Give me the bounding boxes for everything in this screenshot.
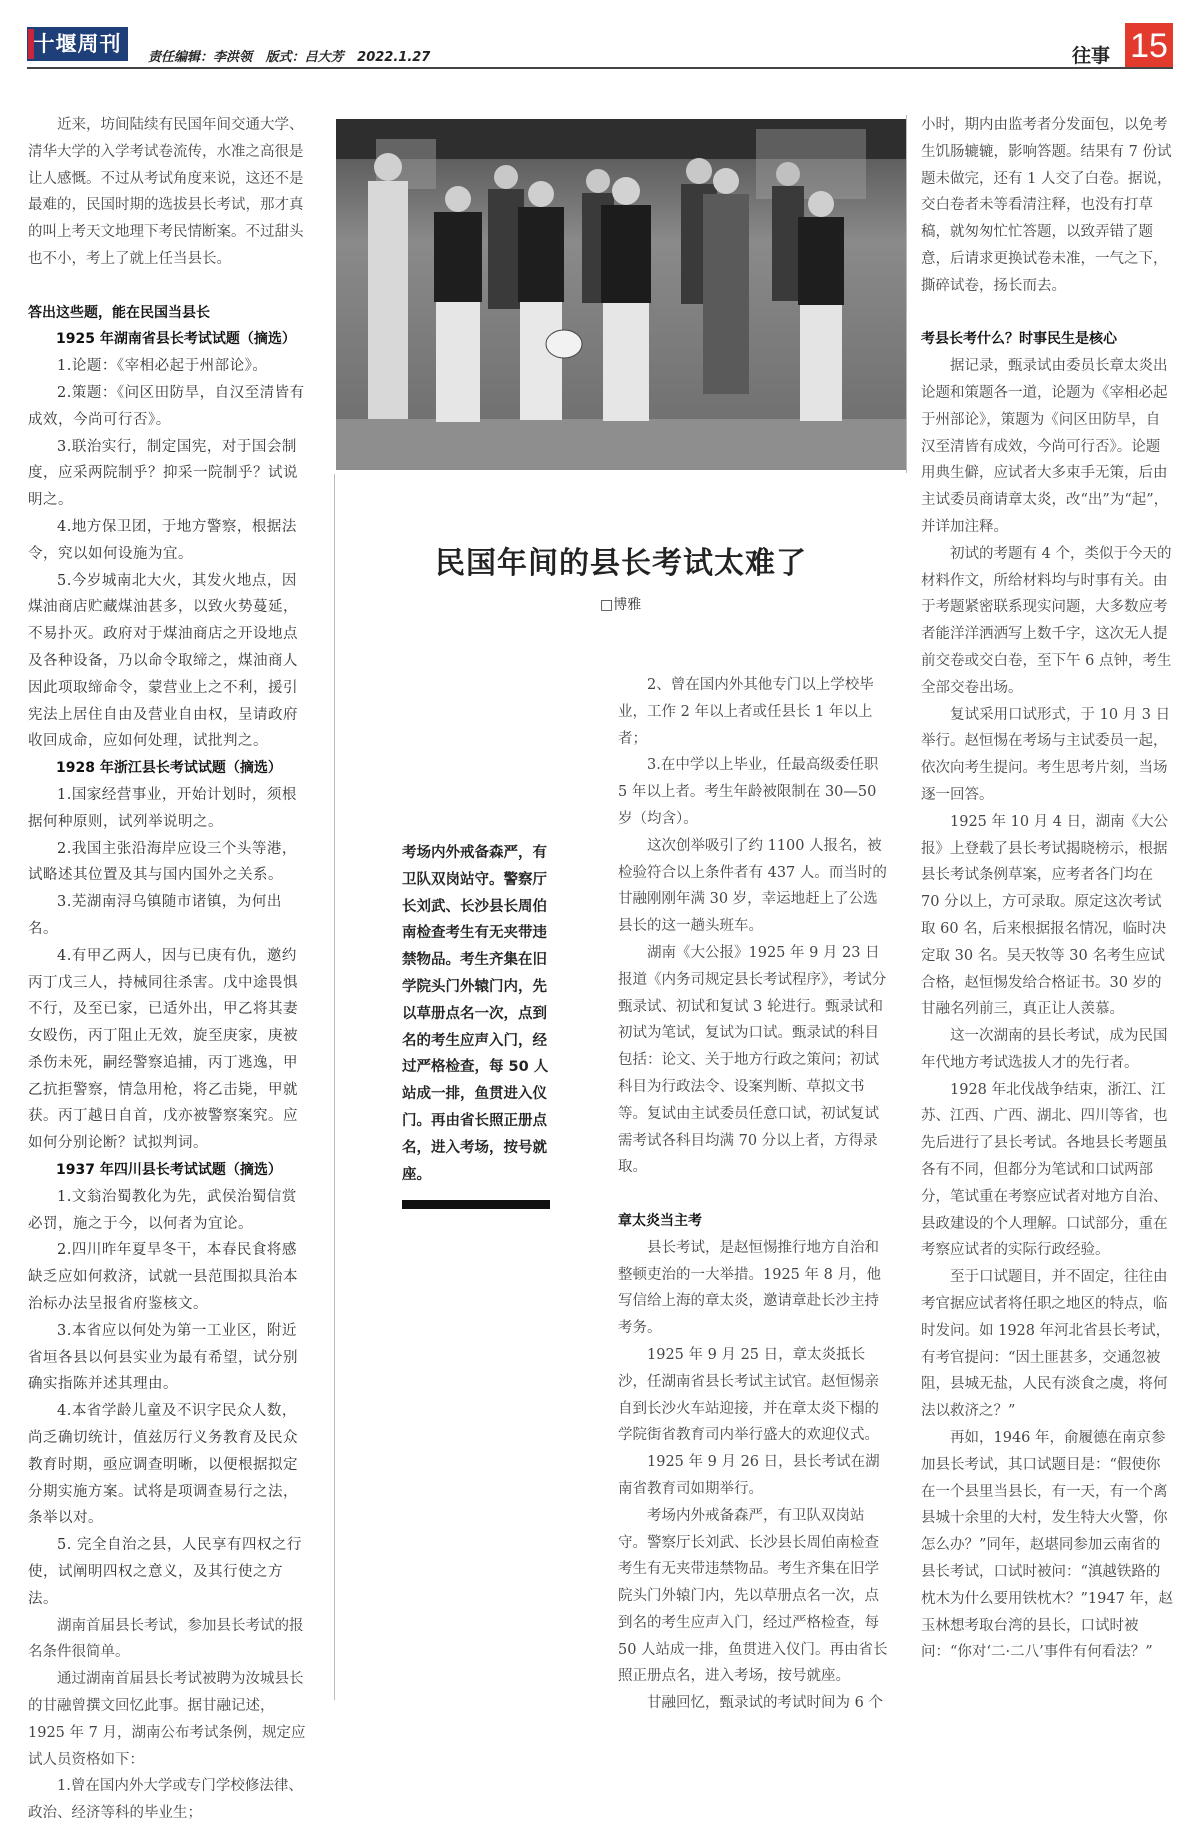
section-heading: 答出这些题，能在民国当县长 [28, 304, 210, 321]
exam-subheading: 1937 年四川县长考试试题（摘选） [56, 1162, 282, 1179]
body-paragraph: 至于口试题目，并不固定，往往由考官据应试者将任职之地区的特点，临时发问。如 1928 年河北省县长考试，有考官提问：“因土匪甚多，交通忽被阻，县城无盐，人民有淡食之虞，将何法以救济之？” [921, 1269, 1171, 1420]
body-paragraph: 考场内外戒备森严，有卫队双岗站守。警察厅长刘武、长沙县长周伯南检查考生有无夹带违禁物品。考生齐集在旧学院头门外辕门内，先以草册点名一次，点到名的考生应声入门，经过严格检查，每 50 人站成一排，鱼贯进入仪门。再由省长照正册点名，进入考场，按号就座。 [618, 1507, 888, 1685]
masthead-accent-bar [28, 29, 34, 59]
exam-question: 4.本省学龄儿童及不识字民众人数，尚乏确切统计，值兹厉行义务教育及民众教育时期，亟应调查明晰，以便根据拟定分期实施方案。试将是项调查易行之法，条举以对。 [28, 1403, 298, 1527]
exam-question: 5. 完全自治之县，人民享有四权之行使，试阐明四权之意义，及其行使之方法。 [28, 1537, 302, 1607]
body-paragraph: 这次创举吸引了约 1100 人报名，被检验符合以上条件者有 437 人。而当时的甘融刚刚年满 30 岁，幸运地赶上了公选县长的这一趟头班车。 [618, 837, 887, 935]
body-paragraph: 甘融回忆，甄录试的考试时间为 6 个 [647, 1695, 883, 1712]
intro-paragraph: 近来，坊间陆续有民国年间交通大学、清华大学的入学考试卷流传，水准之高很是让人感慨。不过从考试角度来说，这还不是最难的，民国时期的选拔县长考试，那才真的叫上考天文地理下考民情断案。不过甜头也不小，考上了就上任当县长。 [28, 117, 304, 267]
section-heading: 考县长考什么？时事民生是核心 [921, 331, 1117, 348]
exam-question: 1.国家经营事业，开始计划时，须根据何种原则，试列举说明之。 [28, 786, 297, 830]
exam-question: 3.本省应以何处为第一工业区，附近省垣各县以何县实业为最有希望，试分别确实指陈并述其理由。 [28, 1322, 298, 1393]
body-paragraph: 2、曾在国内外其他专门以上学校毕业，工作 2 年以上者或任县长 1 年以上者； [618, 677, 874, 747]
body-paragraph: 县长考试，是赵恒惕推行地方自治和整顿吏治的一大举措。1925 年 8 月，他写信给上海的章太炎，邀请章赴长沙主持考务。 [618, 1239, 881, 1337]
exam-question: 2.我国主张沿海岸应设三个头等港，试略述其位置及其与国内国外之关系。 [28, 840, 297, 884]
exam-subheading: 1928 年浙江县长考试试题（摘选） [56, 760, 282, 777]
body-paragraph: 这一次湖南的县长考试，成为民国年代地方考试选拔人才的先行者。 [921, 1028, 1168, 1071]
photo-column-divider [906, 115, 907, 473]
column-4 [921, 112, 1173, 1666]
body-paragraph: 通过湖南首届县长考试被聘为汝城县长的甘融曾撰文回忆此事。据甘融记述，1925 年 7 月，湖南公布考试条例，规定应试人员资格如下： [28, 1671, 306, 1768]
exam-question: 2.策题：《问区田防旱，自汉至清皆有成效，今尚可行否》。 [28, 384, 305, 428]
exam-question: 5.今岁城南北大火，其发火地点，因煤油商店贮藏煤油甚多，以致火势蔓延，不易扑灭。政府对于煤油商店之开设地点及各种设备，乃以命令取缔之，煤油商人因此项取缔命令，蒙营业上之不利，援引宪法上居住自由及营业自由权，呈请政府收回成命，应如何处理，试批判之。 [28, 572, 298, 750]
body-paragraph: 复试采用口试形式，于 10 月 3 日举行。赵恒惕在考场与主试委员一起，依次向考生提问。考生思考片刻，当场逐一回答。 [921, 706, 1171, 803]
editor-credits: 责任编辑：李洪领 版式：吕大芳 2022.1.27 [148, 50, 431, 65]
section-heading: 章太炎当主考 [618, 1212, 702, 1229]
header-rule [27, 67, 1173, 69]
exam-question: 1.论题：《宰相必起于州部论》。 [57, 358, 268, 375]
column-3 [618, 672, 888, 1717]
body-paragraph: 湖南《大公报》1925 年 9 月 23 日报道《内务司规定县长考试程序》，考试分甄录试、初试和复试 3 轮进行。甄录试和初试为笔试，复试为口试。甄录试的科目包括：论文、关于地方行政之策问；初试科目为行政法令、设案判断、草拟文书等。复试由主试委员任意口试，初试复试需考试各科目均满 70 分以上者，方得录取。 [618, 944, 887, 1176]
pull-quote-bar [402, 1200, 550, 1209]
body-paragraph: 再如，1946 年，俞履德在南京参加县长考试，其口试题目是：“假使你在一个县里当县长，有一天，有一个离县城十余里的大村，发生特大火警，你怎么办？”同年，赵堪同参加云南省的县长考试，口试时被问：“滇越铁路的枕木为什么要用铁枕木？”1947 年，赵玉林想考取台湾的县长，口试时被问：“你对‘二·二八’事件有何看法？” [921, 1430, 1173, 1661]
column-divider [334, 474, 335, 1700]
historical-group-photo [336, 119, 906, 470]
article-title: 民国年间的县长考试太难了 [435, 546, 807, 581]
column-1 [28, 112, 310, 1827]
exam-question: 4.有甲乙两人，因与已庚有仇，邀约丙丁戊三人，持械同往杀害。戊中途畏惧不行，及至已家，已适外出，甲乙将其妻女殴伤，丙丁阻止无效，旋至庚家，庚被杀伤未死，嗣经警察追捕，丙丁逃逸，甲乙抗拒警察，情急用枪，将乙击毙，甲就获。丙丁越日自首，戊亦被警察案究。应如何分别论断？试拟判词。 [28, 947, 298, 1152]
body-paragraph: 据记录，甄录试由委员长章太炎出论题和策题各一道，论题为《宰相必起于州部论》，策题为《问区田防旱，自汉至清皆有成效，今尚可行否》。论题用典生僻，应试者大多束手无策，后由主试委员商请章太炎，改“出”为“起”，并详加注释。 [921, 358, 1169, 535]
body-paragraph: 1928 年北伐战争结束，浙江、江苏、江西、广西、湖北、四川等省，也先后进行了县长考试。各地县长考题虽各有不同，但都分为笔试和口试两部分，笔试重在考察应试者对地方自治、县政建设的个人理解。口试部分，重在考察应试者的实际行政经验。 [921, 1081, 1168, 1259]
article-byline: □博雅 [600, 597, 642, 613]
body-paragraph: 1925 年 9 月 26 日，县长考试在湖南省教育司如期举行。 [618, 1454, 880, 1497]
exam-question: 1.文翁治蜀教化为先，武侯治蜀信赏必罚，施之于今，以何者为宜论。 [28, 1188, 297, 1232]
exam-question: 2.四川昨年夏旱冬干，本春民食将感缺乏应如何救济，试就一县范围拟具治本治标办法呈报省府鉴核文。 [28, 1242, 298, 1313]
group-photo-illustration [336, 119, 906, 470]
body-paragraph: 1.曾在国内外大学或专门学校修法律、政治、经济等科的毕业生； [28, 1778, 303, 1822]
section-label: 往事 [1072, 45, 1111, 67]
body-paragraph: 湖南首届县长考试，参加县长考试的报名条件很简单。 [28, 1617, 304, 1661]
body-paragraph: 3.在中学以上毕业，任最高级委任职 5 年以上者。考生年龄被限制在 30—50 岁（均含）。 [618, 757, 879, 827]
exam-subheading: 1925 年湖南省县长考试试题（摘选） [56, 331, 296, 348]
exam-question: 4.地方保卫团，于地方警察，根据法令，究以如何设施为宜。 [28, 518, 297, 562]
body-paragraph: 初试的考题有 4 个，类似于今天的材料作文，所给材料均与时事有关。由于考题紧密联系现实问题，大多数应考者能洋洋洒洒写上数千字，这次无人提前交卷或交白卷，至下午 6 点钟，考生全部交卷出场。 [921, 545, 1172, 696]
page-number-badge: 15 [1125, 23, 1173, 69]
pull-quote: 考场内外戒备森严，有卫队双岗站守。警察厅长刘武、长沙县长周伯南检查考生有无夹带违禁物品。考生齐集在旧学院头门外辕门内，先以草册点名一次，点到名的考生应声入门，经过严格检查，每 50 人站成一排，鱼贯进入仪门。再由省长照正册点名，进入考场，按号就座。 [402, 845, 549, 1183]
body-paragraph: 1925 年 10 月 4 日，湖南《大公报》上登载了县长考试揭晓榜示，根据县长考试条例草案，应考者各门均在 70 分以上，方可录取。原定这次考试取 60 名，后来根据报名情况，临时决定取 30 名。吴天牧等 30 名考生应试合格，赵恒惕发给合格证书。30 岁的甘融名列前三，真正让人羡慕。 [921, 813, 1169, 1018]
exam-question: 3.芜湖南浔乌镇随市诸镇，为何出名。 [28, 894, 282, 937]
body-paragraph: 小时，期内由监考者分发面包，以免考生饥肠辘辘，影响答题。结果有 7 份试题未做完，还有 1 人交了白卷。据说，交白卷者未等看清注释，也没有打草稿，就匆匆忙忙答题，以致弄错了题意，后请求更换试卷未准，一气之下，撕碎试卷，扬长而去。 [921, 117, 1172, 294]
masthead-logo: 十堰周刊 [27, 27, 128, 61]
body-paragraph: 1925 年 9 月 25 日，章太炎抵长沙，任湖南省县长考试主试官。赵恒惕亲自到长沙火车站迎接，并在章太炎下榻的学院街省教育司内举行盛大的欢迎仪式。 [618, 1346, 879, 1444]
exam-question: 3.联治实行，制定国宪，对于国会制度，应采两院制乎？抑采一院制乎？试说明之。 [28, 438, 298, 509]
